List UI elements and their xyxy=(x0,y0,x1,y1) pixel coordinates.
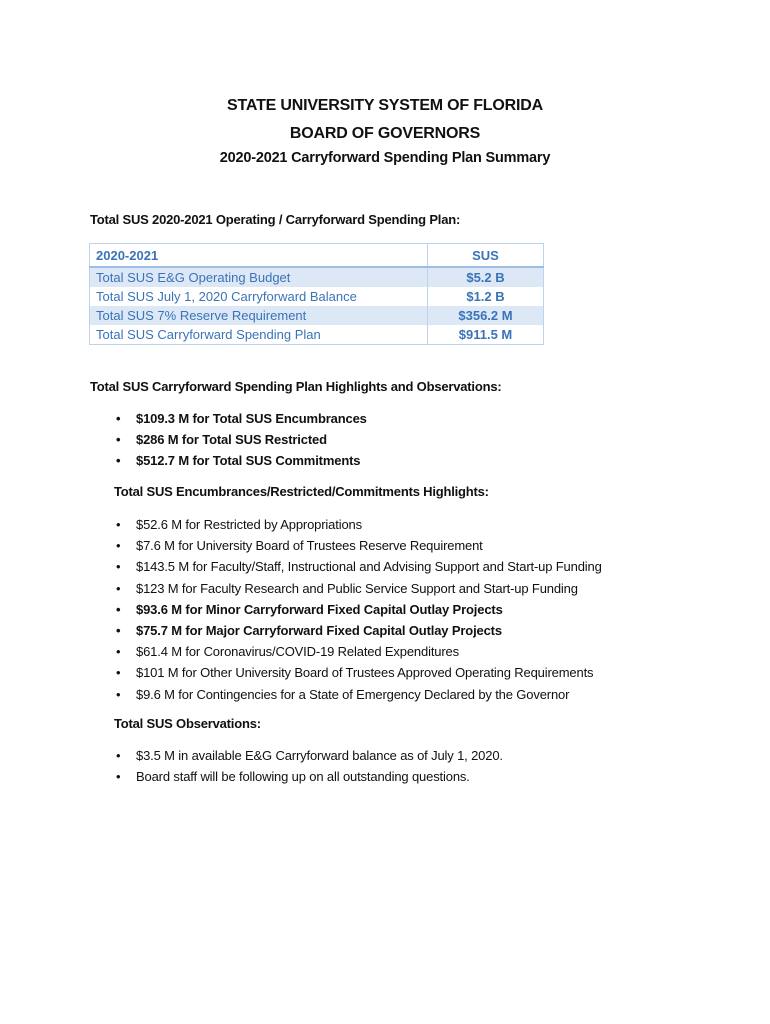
row-label: Total SUS E&G Operating Budget xyxy=(90,267,428,287)
list-item: • $93.6 M for Minor Carryforward Fixed Capital Outlay Projects xyxy=(114,599,602,620)
table-row xyxy=(90,267,544,287)
org-title: STATE UNIVERSITY SYSTEM OF FLORIDA xyxy=(227,97,543,114)
row-label: Total SUS 7% Reserve Requirement xyxy=(90,306,428,325)
table-row xyxy=(90,287,544,306)
highlights-list xyxy=(114,408,367,472)
row-value: $1.2 B xyxy=(428,287,544,306)
table-row xyxy=(90,325,544,345)
document-subtitle: 2020-2021 Carryforward Spending Plan Summary xyxy=(219,150,551,166)
list-item: • $143.5 M for Faculty/Staff, Instructional and Advising Support and Start-up Funding xyxy=(114,556,602,577)
list-item: • $101 M for Other University Board of Trustees Approved Operating Requirements xyxy=(114,662,602,683)
bullet-icon: • xyxy=(116,665,121,681)
table-header-row xyxy=(90,244,544,268)
erc-highlights-list xyxy=(114,514,602,705)
table-row xyxy=(90,306,544,325)
spending-plan-table xyxy=(89,243,544,345)
bullet-icon: • xyxy=(116,601,121,617)
list-item: • $3.5 M in available E&G Carryforward balance as of July 1, 2020. xyxy=(114,745,503,766)
column-header-year: 2020-2021 xyxy=(90,244,428,268)
list-item: • $7.6 M for University Board of Trustees Reserve Requirement xyxy=(114,535,602,556)
list-item: • $286 M for Total SUS Restricted xyxy=(114,429,367,450)
list-item: • $512.7 M for Total SUS Commitments xyxy=(114,450,367,471)
list-item: • $61.4 M for Coronavirus/COVID-19 Related Expenditures xyxy=(114,641,602,662)
bullet-icon: • xyxy=(116,453,121,469)
row-value: $5.2 B xyxy=(428,267,544,287)
observations-list xyxy=(114,745,503,787)
row-value: $356.2 M xyxy=(428,306,544,325)
bullet-icon: • xyxy=(116,432,121,448)
bullet-icon: • xyxy=(116,686,121,702)
list-item: • Board staff will be following up on all outstanding questions. xyxy=(114,766,503,787)
row-value: $911.5 M xyxy=(428,325,544,345)
bullet-icon: • xyxy=(116,559,121,575)
bullet-icon: • xyxy=(116,748,121,763)
bullet-icon: • xyxy=(116,644,121,660)
bullet-icon: • xyxy=(116,580,121,596)
list-item: • $9.6 M for Contingencies for a State of Emergency Declared by the Governor xyxy=(114,684,602,705)
list-item: • $52.6 M for Restricted by Appropriations xyxy=(114,514,602,535)
row-label: Total SUS July 1, 2020 Carryforward Balance xyxy=(90,287,428,306)
erc-highlights-heading: Total SUS Encumbrances/Restricted/Commitments Highlights: xyxy=(114,484,489,499)
row-label: Total SUS Carryforward Spending Plan xyxy=(90,325,428,345)
list-item: • $109.3 M for Total SUS Encumbrances xyxy=(114,408,367,429)
highlights-heading: Total SUS Carryforward Spending Plan Highlights and Observations: xyxy=(90,379,502,394)
list-item: • $123 M for Faculty Research and Public Service Support and Start-up Funding xyxy=(114,578,602,599)
bullet-icon: • xyxy=(116,538,121,554)
bullet-icon: • xyxy=(116,622,121,638)
spending-plan-heading: Total SUS 2020-2021 Operating / Carryforward Spending Plan: xyxy=(90,212,461,227)
bullet-icon: • xyxy=(116,411,121,426)
board-title: BOARD OF GOVERNORS xyxy=(289,125,481,142)
column-header-sus: SUS xyxy=(428,244,544,268)
list-item: • $75.7 M for Major Carryforward Fixed Capital Outlay Projects xyxy=(114,620,602,641)
bullet-icon: • xyxy=(116,517,121,532)
observations-heading: Total SUS Observations: xyxy=(114,716,261,731)
bullet-icon: • xyxy=(116,769,121,785)
